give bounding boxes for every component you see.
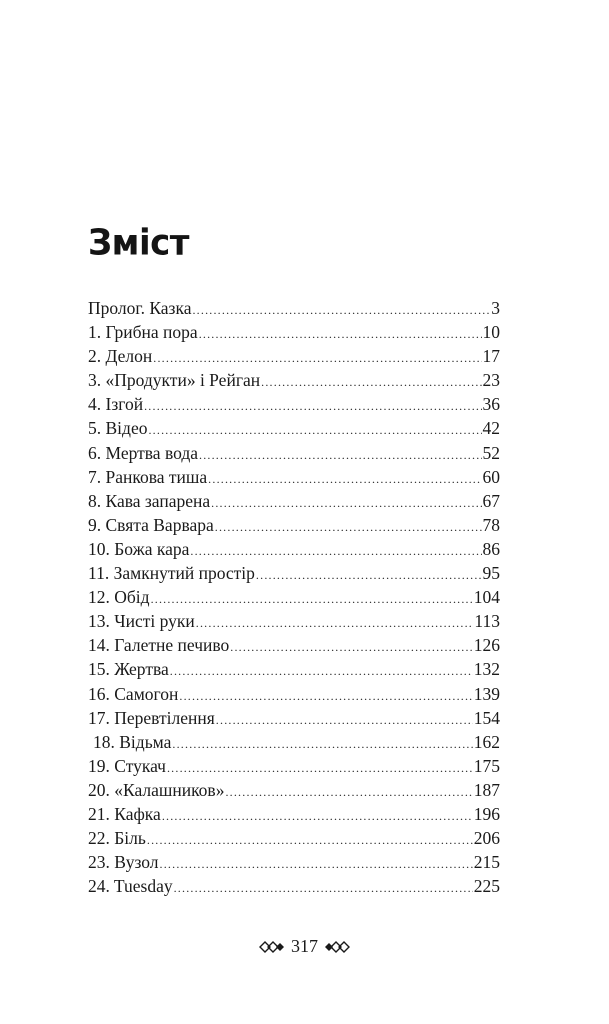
toc-entry-label: 7. Ранкова тиша xyxy=(88,466,208,487)
toc-entry-label: 22. Біль xyxy=(88,828,146,849)
toc-entry-page: 60 xyxy=(482,466,500,487)
diamond-ornament-icon xyxy=(259,941,285,953)
dot-leader xyxy=(147,828,473,850)
dot-leader xyxy=(230,635,472,657)
toc-entry xyxy=(88,850,500,874)
toc-entry-page: 162 xyxy=(473,731,500,752)
dot-leader xyxy=(167,756,473,778)
dot-leader xyxy=(170,659,473,681)
toc-entry-label: 15. Жертва xyxy=(88,659,169,680)
toc-entry-page: 225 xyxy=(473,876,500,897)
toc-entry-label: 21. Кафка xyxy=(88,803,161,824)
dot-leader xyxy=(172,732,472,754)
toc-entry-label: 13. Чисті руки xyxy=(88,611,195,632)
toc-entry xyxy=(88,416,500,440)
table-of-contents xyxy=(88,296,500,898)
toc-entry-page: 36 xyxy=(482,394,500,415)
toc-entry-page: 17 xyxy=(482,346,500,367)
toc-entry-label: 11. Замкнутий простір xyxy=(88,563,255,584)
toc-entry xyxy=(88,826,500,850)
toc-entry-page: 86 xyxy=(482,538,500,559)
toc-entry-label: 14. Галетне печиво xyxy=(88,635,230,656)
toc-entry xyxy=(88,682,500,706)
toc-entry-label: 10. Божа кара xyxy=(88,538,190,559)
toc-entry xyxy=(88,633,500,657)
toc-entry-label: 19. Стукач xyxy=(88,755,166,776)
toc-entry xyxy=(88,802,500,826)
toc-entry-page: 3 xyxy=(491,298,500,318)
toc-entry-page: 175 xyxy=(473,755,500,776)
toc-entry-page: 139 xyxy=(473,683,500,704)
toc-entry-label: 16. Самогон xyxy=(88,683,179,704)
dot-leader xyxy=(225,780,472,802)
dot-leader xyxy=(261,370,481,392)
toc-entry-label: 20. «Калашников» xyxy=(88,779,225,800)
toc-entry-page: 23 xyxy=(482,370,500,391)
dot-leader xyxy=(215,515,482,537)
toc-entry-label: 9. Свята Варвара xyxy=(88,514,214,535)
toc-entry xyxy=(88,441,500,465)
toc-entry-page: 10 xyxy=(482,322,500,343)
toc-entry-page: 126 xyxy=(473,635,500,656)
toc-entry-page: 196 xyxy=(473,803,500,824)
toc-entry xyxy=(88,392,500,416)
toc-entry xyxy=(88,513,500,537)
dot-leader xyxy=(162,804,473,826)
toc-entry-label: 2. Делон xyxy=(88,346,153,367)
toc-entry xyxy=(88,874,500,898)
dot-leader xyxy=(216,708,473,730)
toc-entry-label: 24. Tuesday xyxy=(88,876,173,897)
page-number: 317 xyxy=(291,936,318,956)
toc-entry-page: 104 xyxy=(473,587,500,608)
toc-entry-label: 4. Ізгой xyxy=(88,394,144,415)
dot-leader xyxy=(199,443,482,465)
toc-entry-label: 12. Обід xyxy=(88,587,150,608)
dot-leader xyxy=(174,876,473,898)
dot-leader xyxy=(153,346,481,368)
toc-entry-page: 132 xyxy=(473,659,500,680)
toc-entry-page: 67 xyxy=(482,490,500,511)
toc-entry xyxy=(88,561,500,585)
toc-entry-label: 23. Вузол xyxy=(88,852,159,873)
toc-entry-label: 17. Перевтілення xyxy=(88,707,215,728)
toc-entry xyxy=(88,706,500,730)
toc-entry-label: 5. Відео xyxy=(88,418,148,439)
toc-entry-page: 187 xyxy=(473,779,500,800)
toc-entry-label: 1. Грибна пора xyxy=(88,322,198,343)
toc-entry-page: 113 xyxy=(474,611,500,632)
toc-entry-label: 8. Кава запарена xyxy=(88,490,211,511)
dot-leader xyxy=(190,539,481,561)
toc-entry xyxy=(88,465,500,489)
toc-entry xyxy=(88,296,500,320)
dot-leader xyxy=(160,852,473,874)
toc-entry xyxy=(88,320,500,344)
toc-entry-label: Пролог. Казка xyxy=(88,298,192,318)
dot-leader xyxy=(151,587,473,609)
toc-entry xyxy=(88,609,500,633)
toc-entry-page: 154 xyxy=(473,707,500,728)
toc-entry-page: 215 xyxy=(473,852,500,873)
toc-entry xyxy=(88,585,500,609)
dot-leader xyxy=(148,418,481,440)
toc-entry-page: 52 xyxy=(482,442,500,463)
toc-entry-label: 18. Відьма xyxy=(93,731,172,752)
toc-entry xyxy=(88,754,500,778)
toc-entry xyxy=(88,489,500,513)
toc-entry-page: 78 xyxy=(482,514,500,535)
toc-entry xyxy=(88,344,500,368)
dot-leader xyxy=(196,611,474,633)
dot-leader xyxy=(192,298,490,320)
diamond-ornament-icon xyxy=(324,941,350,953)
toc-entry xyxy=(88,537,500,561)
page-title: Зміст xyxy=(88,222,189,264)
toc-entry xyxy=(88,778,500,802)
toc-entry-label: 6. Мертва вода xyxy=(88,442,198,463)
toc-entry xyxy=(88,368,500,392)
toc-entry xyxy=(88,730,500,754)
dot-leader xyxy=(179,684,472,706)
toc-entry-page: 42 xyxy=(482,418,500,439)
toc-entry-label: 3. «Продукти» і Рейган xyxy=(88,370,261,391)
toc-entry xyxy=(88,657,500,681)
dot-leader xyxy=(256,563,482,585)
page-footer xyxy=(0,936,609,957)
dot-leader xyxy=(208,467,481,489)
toc-entry-page: 95 xyxy=(482,563,500,584)
toc-entry-page: 206 xyxy=(473,828,500,849)
dot-leader xyxy=(211,491,481,513)
dot-leader xyxy=(199,322,482,344)
dot-leader xyxy=(144,394,481,416)
